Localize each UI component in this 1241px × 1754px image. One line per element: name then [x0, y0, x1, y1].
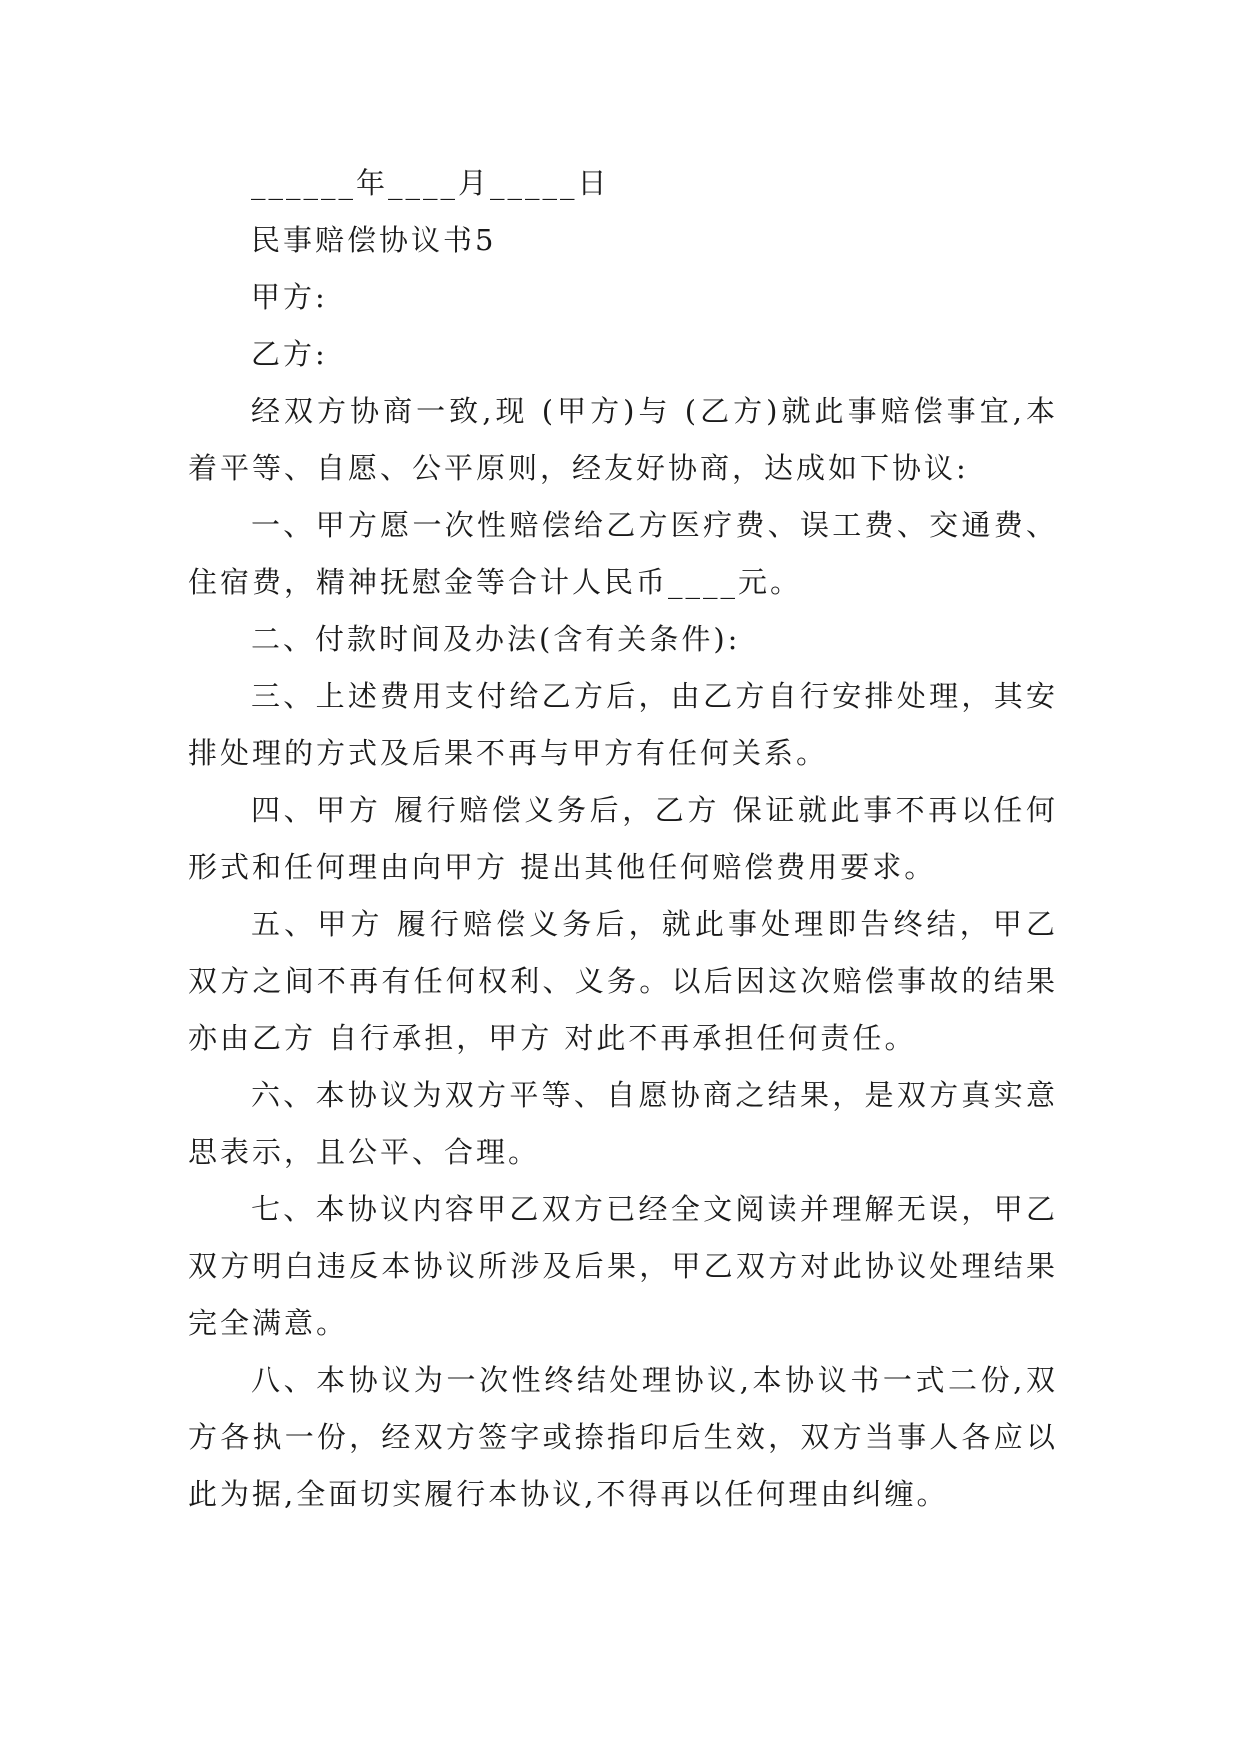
paragraph-clause-3: 三、上述费用支付给乙方后，由乙方自行安排处理，其安排处理的方式及后果不再与甲方有任何关系。	[188, 679, 1058, 770]
party-b-label: 乙方:	[251, 337, 328, 371]
paragraph-clause-2: 二、付款时间及办法(含有关条件):	[251, 622, 741, 656]
paragraph-clause-1: 一、甲方愿一次性赔偿给乙方医疗费、误工费、交通费、住宿费，精神抚慰金等合计人民币____元。	[188, 508, 1058, 599]
paragraph-clause-6: 六、本协议为双方平等、自愿协商之结果，是双方真实意思表示，且公平、合理。	[188, 1078, 1058, 1169]
paragraph-preamble: 经双方协商一致,现 (甲方)与 (乙方)就此事赔偿事宜,本着平等、自愿、公平原则，经友好协商，达成如下协议:	[188, 394, 1058, 485]
paragraph-clause-5: 五、甲方 履行赔偿义务后，就此事处理即告终结，甲乙双方之间不再有任何权利、义务。以后因这次赔偿事故的结果亦由乙方 自行承担，甲方 对此不再承担任何责任。	[188, 907, 1058, 1055]
paragraph-clause-4: 四、甲方 履行赔偿义务后，乙方 保证就此事不再以任何形式和任何理由向甲方 提出其他任何赔偿费用要求。	[188, 793, 1058, 884]
paragraph-clause-7: 七、本协议内容甲乙双方已经全文阅读并理解无误，甲乙双方明白违反本协议所涉及后果，甲乙双方对此协议处理结果完全满意。	[188, 1192, 1058, 1340]
paragraph-clause-8: 八、本协议为一次性终结处理协议,本协议书一式二份,双方各执一份，经双方签字或捺指印后生效，双方当事人各应以此为据,全面切实履行本协议,不得再以任何理由纠缠。	[188, 1363, 1058, 1511]
party-a-label: 甲方:	[251, 280, 328, 314]
document-title: 民事赔偿协议书5	[251, 223, 497, 257]
document-body	[188, 155, 1058, 1523]
date-line: ______年____月_____日	[251, 166, 610, 200]
